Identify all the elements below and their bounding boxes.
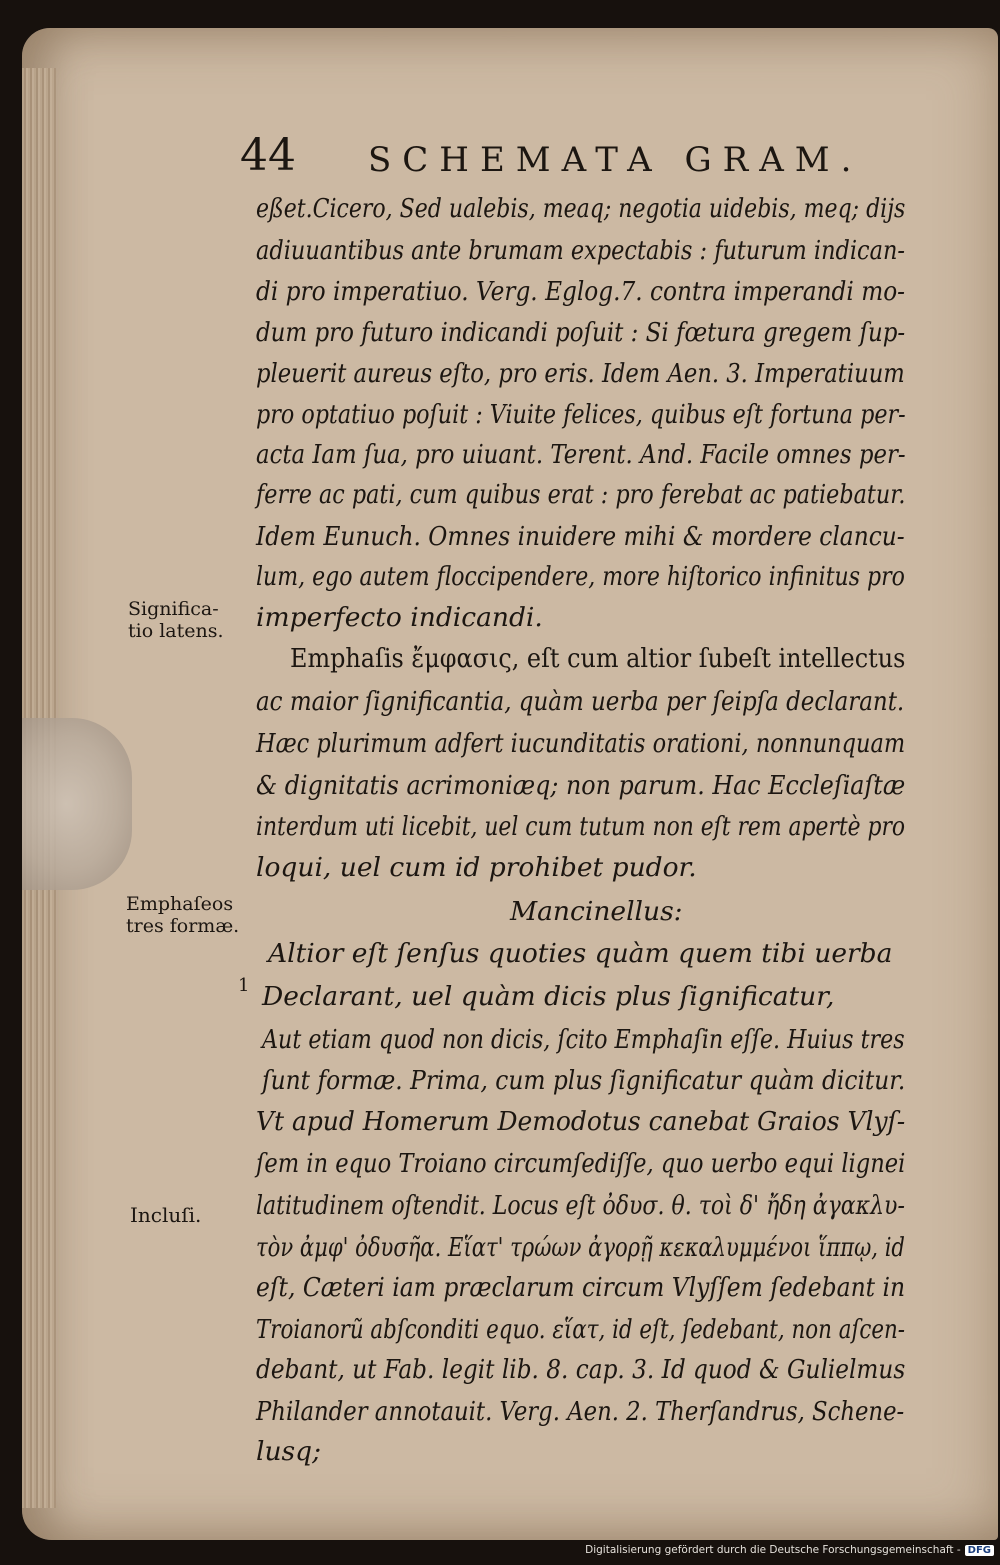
footer-credit-text: Digitalisierung gefördert durch die Deutsche Forschungsgemeinschaft - — [585, 1544, 961, 1556]
footer-credit — [585, 1541, 994, 1559]
margin-note-number: 1 — [238, 975, 250, 996]
text-line: & dignitatis acrimoniæq; non parum. Hac Eccleſiaſtæ — [256, 770, 906, 801]
text-line: ſem in equo Troiano circumſediſſe, quo uerbo equi lignei — [256, 1148, 906, 1179]
text-line: latitudinem oſtendit. Locus eſt ὀδυσ. θ. τοὶ δ' ἤδη ἀγακλυ- — [256, 1190, 905, 1221]
text-line: Aut etiam quod non dicis, ſcito Emphaſin eſſe. Huius tres — [262, 1024, 905, 1055]
text-line: interdum uti licebit, uel cum tutum non eſt rem apertè pro — [256, 811, 906, 842]
text-line: ac maior ſignificantia, quàm uerba per ſeipſa declarant. — [256, 686, 905, 717]
text-line: loqui, uel cum id prohibet pudor. — [256, 852, 697, 883]
text-line: eßet.Cicero, Sed ualebis, meaq; negotia uidebis, meq; dijs — [256, 193, 906, 224]
running-title: SCHEMATA GRAM. — [368, 140, 863, 180]
margin-note-inclusi: Incluſi. — [130, 1203, 202, 1227]
margin-note-line: tres formæ. — [126, 915, 240, 937]
text-line: ferre ac pati, cum quibus erat : pro ferebat ac patiebatur. — [256, 479, 906, 510]
margin-note-emphaseos — [126, 893, 239, 937]
text-line: acta Iam ſua, pro uiuant. Terent. And. Facile omnes per- — [256, 439, 906, 470]
text-line: ſunt formæ. Prima, cum plus ſignificatur quàm dicitur. — [262, 1065, 906, 1096]
text-line: imperfecto indicandi. — [256, 602, 543, 633]
page-number: 44 — [240, 130, 296, 181]
text-line: pro optatiuo poſuit : Viuite felices, quibus eſt fortuna per- — [256, 399, 906, 430]
text-line: Mancinellus: — [510, 896, 683, 927]
text-line: Idem Eunuch. Omnes inuidere mihi & mordere clancu- — [256, 521, 905, 552]
text-line: Emphaſis ἔμφασις, eſt cum altior ſubeſt intellectus — [290, 643, 906, 674]
text-line: dum pro futuro indicandi poſuit : Si fœtura gregem ſup- — [256, 317, 906, 348]
running-header — [240, 130, 880, 190]
text-line: debant, ut Fab. legit lib. 8. cap. 3. Id quod & Gulielmus — [256, 1354, 906, 1385]
text-line: pleuerit aureus eſto, pro eris. Idem Aen. 3. Imperatiuum — [256, 358, 905, 389]
text-line: Troianorũ abſconditi equo. εἵατ, id eſt, ſedebant, non aſcen- — [256, 1314, 906, 1345]
margin-note-line: Emphaſeos — [126, 893, 234, 915]
text-line: Altior eſt ſenſus quoties quàm quem tibi uerba — [268, 938, 893, 969]
text-line: Philander annotauit. Verg. Aen. 2. Therſandrus, Schene- — [256, 1396, 905, 1427]
text-line: di pro imperatiuo. Verg. Eglog.7. contra imperandi mo- — [256, 276, 906, 307]
text-line: τὸν ἀμφ' ὀδυσῆα. Εἵατ' τρώων ἀγορῇ κεκαλυμμένοι ἵππῳ, id — [256, 1232, 905, 1263]
dfg-logo: DFG — [965, 1545, 994, 1556]
thumb-clip-shadow — [22, 718, 132, 890]
text-line: Hæc plurimum adfert iucunditatis orationi, nonnunquam — [256, 728, 906, 759]
text-line: Declarant, uel quàm dicis plus ſignificatur, — [262, 981, 835, 1012]
text-line: lum, ego autem floccipendere, more hiſtorico infinitus pro — [256, 561, 905, 592]
margin-note-line: Significa- — [128, 598, 219, 620]
margin-note-significatio — [128, 598, 224, 642]
text-line: lusq; — [256, 1436, 322, 1467]
margin-note-line: tio latens. — [128, 620, 224, 642]
text-line: Vt apud Homerum Demodotus canebat Graios Vlyſ- — [256, 1106, 906, 1137]
text-line: eſt, Cæteri iam præclarum circum Vlyſſem ſedebant in — [256, 1272, 906, 1303]
text-line: adiuuantibus ante brumam expectabis : futurum indican- — [256, 235, 905, 266]
